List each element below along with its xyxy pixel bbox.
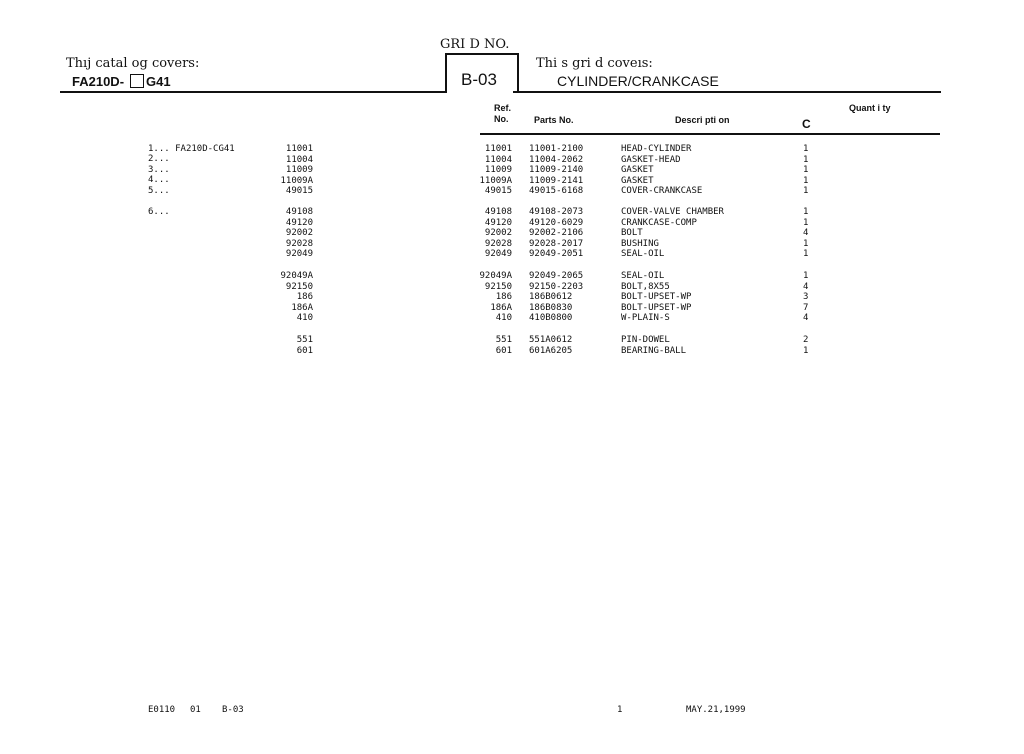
parts-no-cell: 92049-2065 (529, 271, 584, 281)
model-list-item: 5... (148, 186, 170, 196)
col-description: Descri pti on (675, 115, 730, 125)
table-row (0, 186, 1024, 197)
quantity-cell: 1 (803, 249, 809, 260)
description-cell: GASKET (621, 175, 654, 186)
parts-no-cell: 92002-2106 (529, 228, 584, 239)
left-ref-cell: 49120 (285, 217, 313, 228)
quantity-cell: 1 (803, 144, 809, 154)
table-row (0, 271, 1024, 282)
quantity-cell: 2 (803, 335, 809, 345)
table-row (0, 176, 1024, 187)
parts-no-cell: 11009-2140 (529, 165, 584, 176)
grid-no-value: B-03 (461, 70, 497, 89)
table-row (0, 292, 1024, 303)
footer-doc-code: E0110 (148, 705, 176, 715)
parts-no-cell: 92028-2017 (529, 238, 584, 249)
model-suffix: G41 (146, 74, 171, 89)
model-list-item: 4... (148, 175, 170, 185)
parts-no-cell: 92150-2203 (529, 281, 584, 292)
ref-no-cell: 92049A (479, 271, 512, 281)
parts-no-cell: 49120-6029 (529, 217, 584, 228)
model-list-item: 6... (148, 207, 170, 217)
left-ref-cell: 92028 (285, 238, 313, 249)
description-cell: COVER-CRANKCASE (621, 186, 703, 197)
parts-no-cell: 11009-2141 (529, 175, 584, 186)
footer-date: MAY.21,1999 (686, 705, 746, 715)
ref-no-cell: 186A (490, 302, 512, 313)
grid-no-label: GRI D NO. (440, 37, 510, 52)
ref-no-cell: 49015 (484, 186, 512, 197)
footer-grid-ref: B-03 (222, 705, 244, 715)
table-row (0, 313, 1024, 324)
parts-no-cell: 601A6205 (529, 345, 573, 356)
description-cell: BOLT-UPSET-WP (621, 292, 692, 303)
quantity-cell: 4 (803, 228, 809, 239)
description-cell: SEAL-OIL (621, 249, 665, 260)
table-row (0, 218, 1024, 229)
ref-no-cell: 11009A (479, 175, 512, 186)
description-cell: CRANKCASE-COMP (621, 217, 697, 228)
table-row (0, 249, 1024, 260)
column-header-rule (480, 133, 940, 135)
description-cell: PIN-DOWEL (621, 335, 670, 345)
description-cell: GASKET (621, 165, 654, 176)
description-cell: SEAL-OIL (621, 271, 665, 281)
model-list-item: 3... (148, 165, 170, 175)
table-row (0, 144, 1024, 155)
ref-no-cell: 92049 (484, 249, 512, 260)
ref-no-cell: 92028 (484, 238, 512, 249)
col-parts-no: Parts No. (534, 115, 574, 125)
left-ref-cell: 49108 (285, 207, 313, 217)
ref-no-cell: 49120 (484, 217, 512, 228)
parts-no-cell: 49108-2073 (529, 207, 584, 217)
header-rule-left (60, 91, 447, 93)
left-ref-cell: 11004 (285, 154, 313, 165)
left-ref-cell: 186A (291, 302, 313, 313)
left-ref-cell: 92049A (280, 271, 313, 281)
parts-no-cell: 92049-2051 (529, 249, 584, 260)
quantity-cell: 1 (803, 207, 809, 217)
quantity-cell: 4 (803, 313, 809, 324)
parts-no-cell: 49015-6168 (529, 186, 584, 197)
quantity-cell: 1 (803, 154, 809, 165)
left-ref-cell: 186 (296, 292, 313, 303)
description-cell: COVER-VALVE CHAMBER (621, 207, 724, 217)
quantity-cell: 1 (803, 165, 809, 176)
quantity-cell: 4 (803, 281, 809, 292)
description-cell: BUSHING (621, 238, 659, 249)
left-ref-cell: 601 (296, 345, 313, 356)
description-cell: BOLT,8X55 (621, 281, 670, 292)
parts-no-cell: 11001-2100 (529, 144, 584, 154)
col-ref-no-line1: Ref. (494, 103, 512, 113)
quantity-cell: 1 (803, 345, 809, 356)
parts-no-cell: 186B0612 (529, 292, 573, 303)
table-row (0, 346, 1024, 357)
ref-no-cell: 49108 (484, 207, 512, 217)
table-row (0, 239, 1024, 250)
ref-no-cell: 11009 (484, 165, 512, 176)
table-row (0, 207, 1024, 218)
table-row (0, 155, 1024, 166)
table-row (0, 165, 1024, 176)
parts-no-cell: 11004-2062 (529, 154, 584, 165)
description-cell: BOLT (621, 228, 643, 239)
quantity-cell: 3 (803, 292, 809, 303)
left-ref-cell: 11009 (285, 165, 313, 176)
ref-no-cell: 551 (495, 335, 512, 345)
description-cell: HEAD-CYLINDER (621, 144, 692, 154)
ref-no-cell: 601 (495, 345, 512, 356)
model-prefix: FA210D- (72, 74, 125, 89)
quantity-cell: 1 (803, 238, 809, 249)
ref-no-cell: 92002 (484, 228, 512, 239)
model-variant-checkbox (130, 74, 144, 88)
description-cell: BOLT-UPSET-WP (621, 302, 692, 313)
parts-no-cell: 186B0830 (529, 302, 573, 313)
col-quantity: Quant i ty (849, 103, 891, 113)
table-row (0, 303, 1024, 314)
col-quantity-c: C (802, 117, 811, 131)
ref-no-cell: 11001 (484, 144, 512, 154)
table-row (0, 228, 1024, 239)
quantity-cell: 1 (803, 217, 809, 228)
quantity-cell: 7 (803, 302, 809, 313)
model-list-item: 2... (148, 154, 170, 164)
left-ref-cell: 11001 (285, 144, 313, 154)
model-list-item: 1... FA210D-CG41 (148, 144, 235, 154)
col-ref-no-line2: No. (494, 114, 509, 124)
table-row (0, 282, 1024, 293)
grid-title: CYLINDER/CRANKCASE (557, 73, 719, 89)
left-ref-cell: 92150 (285, 281, 313, 292)
quantity-cell: 1 (803, 186, 809, 197)
left-ref-cell: 92002 (285, 228, 313, 239)
ref-no-cell: 410 (495, 313, 512, 324)
description-cell: GASKET-HEAD (621, 154, 681, 165)
left-ref-cell: 92049 (285, 249, 313, 260)
quantity-cell: 1 (803, 175, 809, 186)
left-ref-cell: 49015 (285, 186, 313, 197)
ref-no-cell: 186 (495, 292, 512, 303)
footer-page-number: 1 (617, 705, 623, 715)
ref-no-cell: 11004 (484, 154, 512, 165)
footer-doc-rev: 01 (190, 705, 201, 715)
catalog-covers-label: Thıј catal og covers: (66, 56, 200, 71)
header-rule-right (513, 91, 941, 93)
description-cell: BEARING-BALL (621, 345, 687, 356)
description-cell: W-PLAIN-S (621, 313, 670, 324)
parts-no-cell: 410B0800 (529, 313, 573, 324)
table-row (0, 335, 1024, 346)
grid-covers-label: Thi s gri d coveıs: (536, 56, 653, 71)
left-ref-cell: 410 (296, 313, 313, 324)
left-ref-cell: 11009A (280, 175, 313, 186)
ref-no-cell: 92150 (484, 281, 512, 292)
quantity-cell: 1 (803, 271, 809, 281)
left-ref-cell: 551 (296, 335, 313, 345)
parts-no-cell: 551A0612 (529, 335, 573, 345)
